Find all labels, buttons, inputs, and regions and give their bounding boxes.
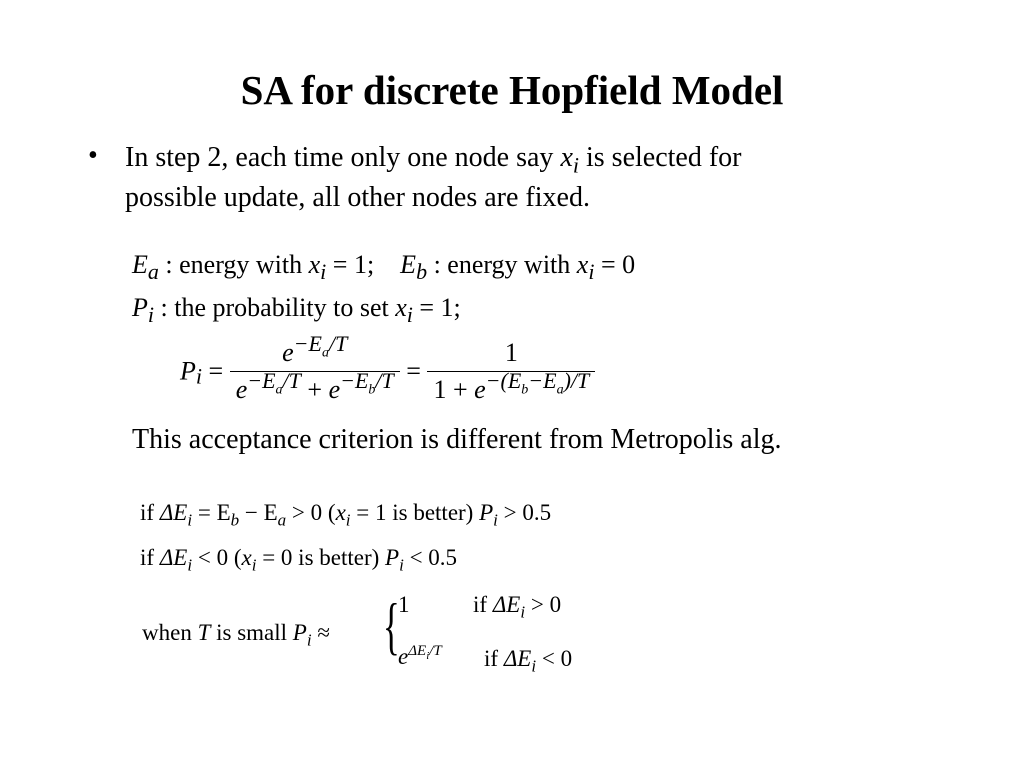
- cond2-tail2: = 0 is better): [256, 545, 386, 570]
- cond2-delta: ΔE: [159, 545, 188, 570]
- num1-base: e: [282, 338, 294, 367]
- num1-exp-tail: /T: [328, 331, 348, 357]
- formula-eq1: =: [208, 356, 224, 386]
- pi-desc: : the probability to set: [154, 293, 396, 322]
- bullet-line1-pre: In step 2, each time only one node say: [125, 142, 561, 173]
- den2-pre: 1 +: [433, 375, 475, 404]
- cond1-tail1: > 0 (: [286, 500, 336, 525]
- den1b-base: e: [328, 375, 341, 404]
- pi-x-sub: i: [406, 302, 413, 328]
- cond1-psub: i: [493, 510, 498, 530]
- slide-title: SA for discrete Hopfield Model: [240, 67, 784, 113]
- cond1-xsub: i: [345, 510, 351, 530]
- ea-desc: : energy with: [158, 250, 309, 279]
- fraction-2-denominator: [427, 368, 595, 405]
- cond3-pre: when: [142, 620, 198, 645]
- condition-3-lhs: [142, 620, 330, 650]
- den2-exp-sub1: b: [521, 382, 529, 398]
- cond2-p: P: [385, 545, 400, 570]
- case1-if: if: [473, 592, 493, 617]
- fraction-1-denominator: [230, 368, 400, 405]
- cond2-psub: i: [399, 555, 404, 575]
- cond2-tail1: < 0 (: [192, 545, 242, 570]
- pi-x: x: [395, 293, 407, 322]
- cond1-p: P: [479, 500, 494, 525]
- ea-sub: a: [147, 259, 159, 285]
- formula-eq2: =: [406, 356, 421, 386]
- den1b-exp-sub: b: [368, 382, 376, 398]
- bullet-text: [125, 138, 742, 218]
- den1a-exp: −E: [247, 368, 276, 394]
- case2-base: e: [398, 644, 409, 669]
- eb-sub: b: [416, 259, 428, 285]
- formula-lhs-sub: i: [195, 363, 203, 389]
- pi-sub: i: [147, 302, 155, 328]
- cond1-eb-sub: b: [230, 510, 240, 530]
- cases-brace: {: [382, 590, 400, 661]
- energy-definitions: [132, 250, 636, 285]
- fraction-1: [230, 331, 400, 405]
- bullet-dot: •: [88, 140, 98, 171]
- cond2-if: if: [140, 545, 160, 570]
- eb-symbol: E: [400, 250, 417, 279]
- cond1-tail3: > 0.5: [497, 500, 552, 525]
- cond2-tail3: < 0.5: [403, 545, 458, 570]
- case2-delta: ΔE: [503, 646, 532, 671]
- bullet-var: x: [560, 142, 573, 173]
- den1a-exp-tail: /T: [282, 368, 301, 394]
- case-1-condition: [473, 592, 562, 622]
- cond2-dsub: i: [187, 555, 193, 575]
- condition-1: [140, 500, 552, 530]
- den2-exp-b: −E: [528, 368, 557, 394]
- cond1-mid: = E: [192, 500, 231, 525]
- ea-x: x: [308, 250, 321, 279]
- cond1-dsub: i: [187, 510, 193, 530]
- case2-cond: < 0: [536, 646, 573, 671]
- fraction-1-numerator: [230, 331, 400, 371]
- cond3-psub: i: [306, 630, 312, 650]
- case-1-value: 1: [398, 592, 410, 617]
- cond1-if: if: [140, 500, 160, 525]
- eb-x: x: [576, 250, 589, 279]
- eb-x-sub: i: [588, 259, 595, 285]
- num1-exp: −E: [293, 331, 322, 357]
- case2-exp-sub: i: [426, 650, 430, 663]
- den1b-exp-tail: /T: [375, 368, 394, 394]
- den1a-base: e: [235, 375, 248, 404]
- eb-desc: : energy with: [427, 250, 577, 279]
- case2-if: if: [484, 646, 504, 671]
- cond1-tail2: = 1 is better): [350, 500, 480, 525]
- den2-exp-c: )/T: [563, 368, 590, 394]
- pi-symbol: P: [132, 293, 148, 322]
- cond1-x: x: [335, 500, 346, 525]
- case2-exp-tail: /T: [429, 643, 442, 660]
- pi-cond: = 1;: [412, 293, 461, 322]
- den2-base: e: [474, 375, 486, 404]
- criterion-text: This acceptance criterion is different from Metropolis alg.: [132, 424, 782, 455]
- pi-definition: [132, 293, 461, 328]
- cond3-approx: ≈: [311, 620, 330, 645]
- den2-exp-a: −(E: [485, 368, 522, 394]
- ea-cond: = 1;: [326, 250, 375, 279]
- eb-cond: = 0: [594, 250, 636, 279]
- bullet-line2: possible update, all other nodes are fixed.: [125, 182, 590, 213]
- cond2-xsub: i: [251, 555, 257, 575]
- cond1-minus: − E: [239, 500, 278, 525]
- num1-exp-sub: a: [321, 345, 329, 361]
- case1-delta: ΔE: [492, 592, 521, 617]
- case-2-value: [398, 644, 442, 670]
- cond1-delta: ΔE: [159, 500, 188, 525]
- cond3-t: T: [197, 620, 211, 645]
- ea-x-sub: i: [320, 259, 327, 285]
- case1-sub: i: [520, 602, 526, 622]
- ea-symbol: E: [132, 250, 148, 279]
- condition-2: [140, 545, 458, 575]
- formula-lhs: P: [180, 356, 196, 386]
- bullet-var-sub: i: [572, 152, 579, 178]
- case1-cond: > 0: [525, 592, 562, 617]
- den1-plus: +: [300, 375, 329, 404]
- fraction-2-numerator: 1: [504, 338, 518, 367]
- cond1-ea-sub: a: [277, 510, 287, 530]
- fraction-2: [427, 338, 595, 405]
- den1b-exp: −E: [340, 368, 369, 394]
- probability-formula: [180, 331, 595, 405]
- den1a-exp-sub: a: [275, 382, 283, 398]
- cond3-p: P: [292, 620, 307, 645]
- bullet-line1-post: is selected for: [579, 142, 742, 173]
- case2-exp: ΔE: [408, 643, 427, 660]
- case2-sub: i: [531, 656, 537, 676]
- cond3-mid: is small: [210, 620, 293, 645]
- cond2-x: x: [241, 545, 252, 570]
- case-2-condition: [484, 646, 573, 676]
- den2-exp-sub2: a: [556, 382, 564, 398]
